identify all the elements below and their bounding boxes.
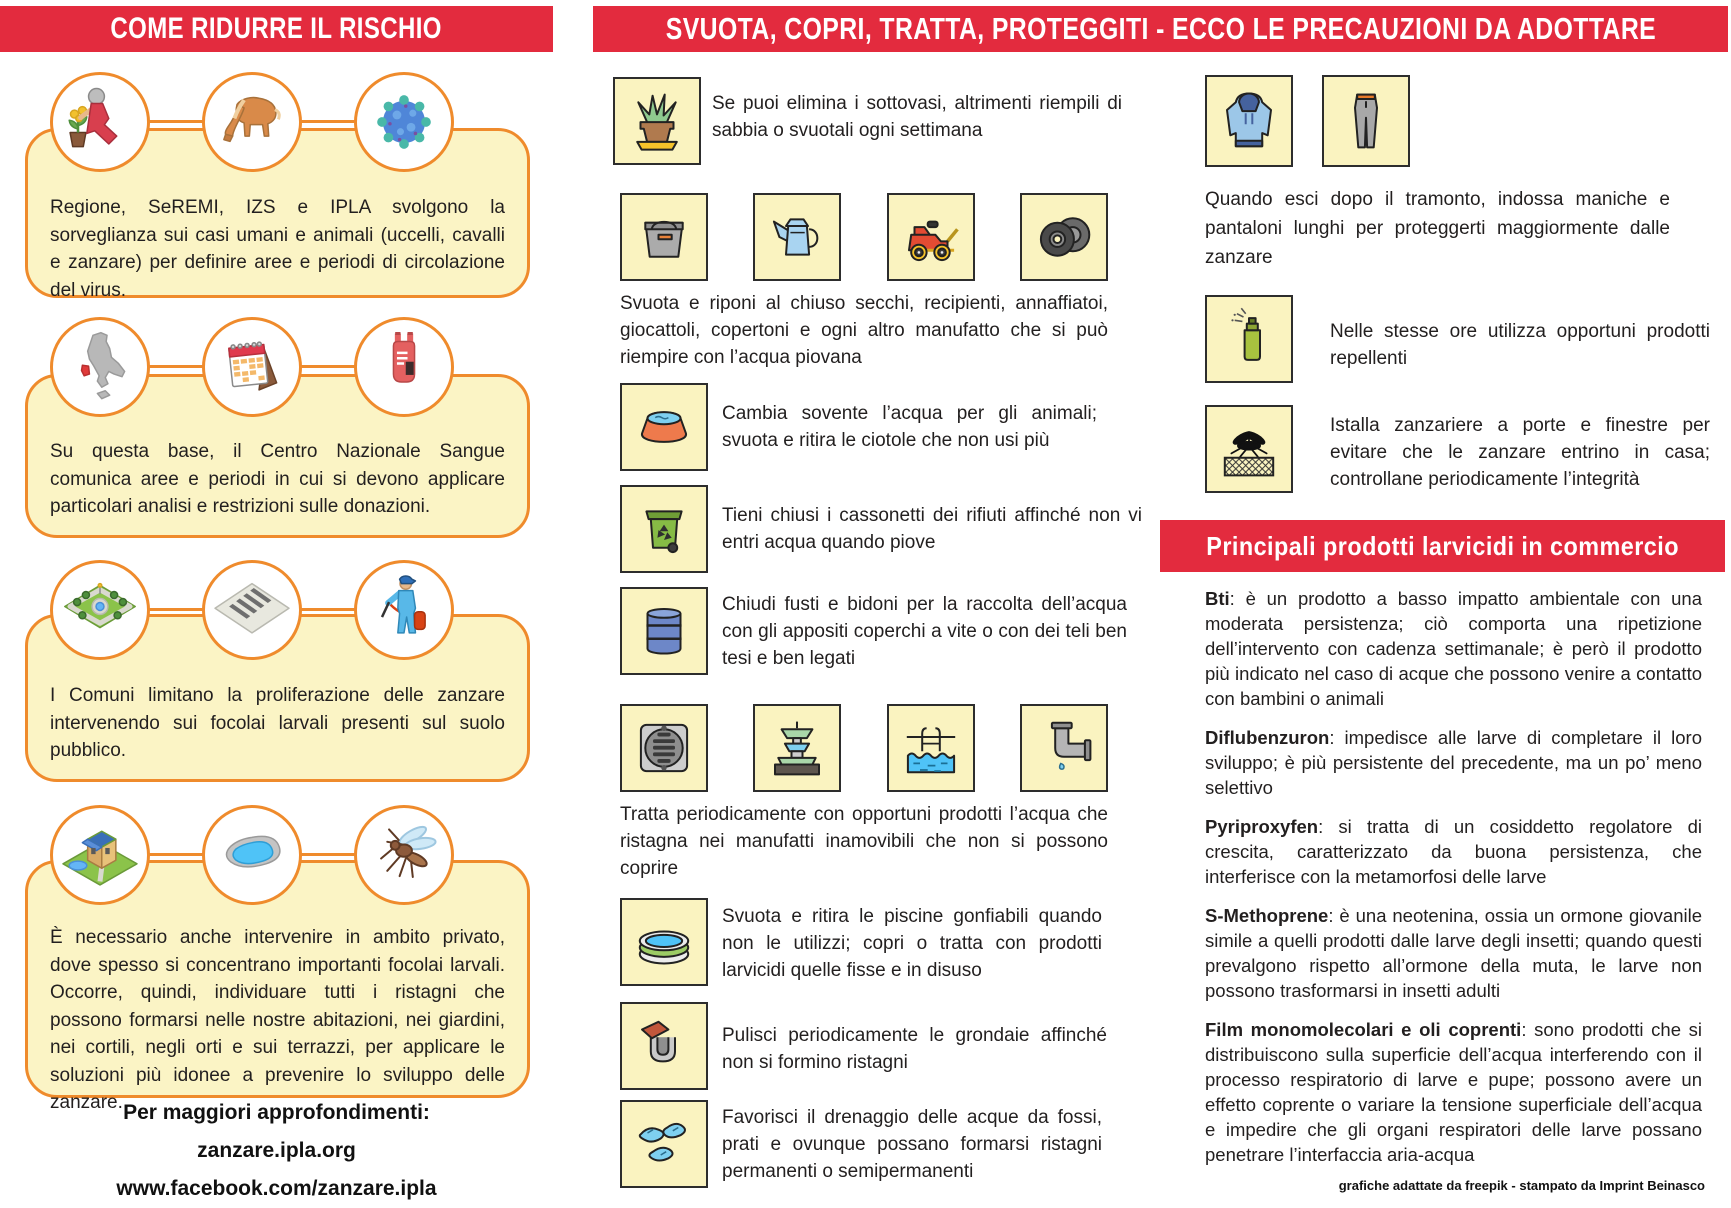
drums-text: Chiudi fusti e bidoni per la raccolta dell’acqua con gli appositi coperchi a vite o con dei teli ben tesi e ben legati	[722, 594, 1127, 669]
pond-icon	[202, 805, 302, 905]
trousers-icon	[1322, 75, 1410, 167]
drainage-text: Favorisci il drenaggio delle acque da fossi, prati e ovunque possano formarsi ristagni permanenti o semipermanenti	[722, 1107, 1102, 1182]
product-description: : si tratta di un cosiddetto regolatore di crescita, caratterizzato da buona persistenza, che interferisce con la metamorfosi delle larve	[1205, 816, 1702, 887]
blood-center-text: Su questa base, il Centro Nazionale Sangue comunica aree e periodi in cui si devono applicare particolari analisi e restrizioni sulle donazioni.	[50, 441, 505, 517]
containers-text: Svuota e riponi al chiuso secchi, recipienti, annaffiatoi, giocattoli, copertoni e ogni altro manufatto che si può riempire con l’acqua piovana	[620, 293, 1108, 368]
product-description: : impedisce alle larve di completare il loro sviluppo; è più persistente del precedente, ma un po’ meno selettivo	[1205, 727, 1702, 798]
mosquito-icon	[354, 805, 454, 905]
product-bti	[1205, 586, 1702, 711]
fountain-icon	[753, 704, 841, 792]
product-name: Pyriproxyfen	[1205, 816, 1319, 837]
animal-water-text: Cambia sovente l’acqua per gli animali; svuota e ritira le ciotole che non usi più	[722, 403, 1097, 451]
house-icon	[50, 805, 150, 905]
larvicide-products-list	[1205, 586, 1702, 1181]
blood-bag-icon	[354, 317, 454, 417]
horse-icon	[202, 72, 302, 172]
municipalities-text: I Comuni limitano la proliferazione delle zanzare intervenendo sui focolai larvali presenti sul suolo pubblico.	[50, 685, 505, 761]
larvicides-title-banner	[1160, 520, 1725, 572]
product-description: : è una neotenina, ossia un ormone giovanile simile a quelli prodotti dalle larve degli insetti; quando questi prevalgono rispetto all’ormone della muta, le larve non possono trasformarsi in insetti adulti	[1205, 905, 1702, 1001]
repellents-text: Nelle stesse ore utilizza opportuni prodotti repellenti	[1330, 321, 1710, 369]
bucket-icon	[620, 193, 708, 281]
footer-links	[0, 1094, 553, 1208]
left-column-title: COME RIDURRE IL RISCHIO	[110, 12, 443, 45]
product-name: Film monomolecolari e oli coprenti	[1205, 1019, 1522, 1040]
saucers-text: Se puoi elimina i sottovasi, altrimenti riempili di sabbia o svuotali ogni settimana	[712, 93, 1122, 141]
potted-plant-icon	[613, 77, 701, 165]
main-title-banner	[593, 6, 1728, 52]
footer-link-site: zanzare.ipla.org	[197, 1139, 356, 1162]
footer-line-1: Per maggiori approfondimenti:	[123, 1101, 430, 1124]
gardener-icon	[50, 72, 150, 172]
watering-can-icon	[753, 193, 841, 281]
waste-bin-icon	[620, 485, 708, 573]
product-name: Bti	[1205, 588, 1230, 609]
inflatable-pool-icon	[620, 898, 708, 986]
footer-link-facebook: www.facebook.com/zanzare.ipla	[116, 1177, 437, 1200]
product-pyriproxyfen	[1205, 814, 1702, 889]
tires-icon	[1020, 193, 1108, 281]
product-diflubenzuron	[1205, 725, 1702, 800]
main-title: SVUOTA, COPRI, TRATTA, PROTEGGITI - ECCO LE PRECAUZIONI DA ADOTTARE	[665, 11, 1656, 46]
road-drain-icon	[202, 560, 302, 660]
gutter-icon	[620, 1002, 708, 1090]
product-name: Diflubenzuron	[1205, 727, 1330, 748]
drain-grate-icon	[620, 704, 708, 792]
larvicides-title: Principali prodotti larvicidi in commercio	[1206, 530, 1679, 561]
waste-bins-text: Tieni chiusi i cassonetti dei rifiuti affinché non vi entri acqua quando piove	[722, 505, 1142, 553]
spray-can-icon	[1205, 295, 1293, 383]
surveillance-text: Regione, SeREMI, IZS e IPLA svolgono la sorveglianza sui casi umani e animali (uccelli, cavalli e zanzare) per definire aree e periodi di circolazione del virus.	[50, 197, 505, 301]
mosquito-net-icon	[1205, 405, 1293, 493]
italy-map-icon	[50, 317, 150, 417]
mosquito-nets-text: Istalla zanzariere a porte e finestre per evitare che le zanzare entrino in casa; controllane periodicamente l’integrità	[1330, 415, 1710, 490]
gutters-text: Pulisci periodicamente le grondaie affinché non si formino ristagni	[722, 1025, 1107, 1073]
product-film-oli	[1205, 1017, 1702, 1167]
long-clothes-text: Quando esci dopo il tramonto, indossa maniche e pantaloni lunghi per proteggerti maggiormente dalle zanzare	[1205, 189, 1670, 268]
product-s-methoprene	[1205, 903, 1702, 1003]
toy-truck-icon	[887, 193, 975, 281]
print-credits: grafiche adattate da freepik - stampato da Imprint Beinasco	[1338, 1178, 1705, 1193]
public-park-icon	[50, 560, 150, 660]
pool-ladder-icon	[887, 704, 975, 792]
product-description: : è un prodotto a basso impatto ambientale con una moderata persistenza; ciò comporta una ripetizione dell’intervento con cadenza settimanale; è però il prodotto più indicato nel caso di acque che possono venire a contatto con bambini o animali	[1205, 588, 1702, 709]
pet-bowl-icon	[620, 383, 708, 471]
product-description: : sono prodotti che si distribuiscono sulla superficie dell’acqua interferendo con il processo respiratorio di larve e pupe; possono avere un effetto coprente o variare la tensione superficiale dell’acqua e impedire che gli organi respiratori delle larve possano penetrare l’interfaccia aria-acqua	[1205, 1019, 1702, 1165]
calendar-icon	[202, 317, 302, 417]
left-column-title-banner	[0, 6, 553, 52]
private-areas-text: È necessario anche intervenire in ambito privato, dove spesso si concentrano importanti focolai larvali. Occorre, quindi, individuare tutti i ristagni che possono formarsi nelle nostre abitazioni, nei giardini, nei cortili, negli orti e sui terrazzi, per applicare le soluzioni più idonee a prevenire lo sviluppo delle zanzare.	[50, 927, 505, 1113]
fixed-structures-text: Tratta periodicamente con opportuni prodotti l’acqua che ristagna nei manufatti inamovibili che non si possono coprire	[620, 804, 1108, 879]
virus-icon	[354, 72, 454, 172]
hoodie-icon	[1205, 75, 1293, 167]
pest-control-worker-icon	[354, 560, 454, 660]
pipe-icon	[1020, 704, 1108, 792]
puddles-icon	[620, 1100, 708, 1188]
product-name: S-Methoprene	[1205, 905, 1329, 926]
pools-text: Svuota e ritira le piscine gonfiabili quando non le utilizzi; copri o tratta con prodotti larvicidi quelle fisse e in disuso	[722, 906, 1102, 981]
barrel-icon	[620, 587, 708, 675]
